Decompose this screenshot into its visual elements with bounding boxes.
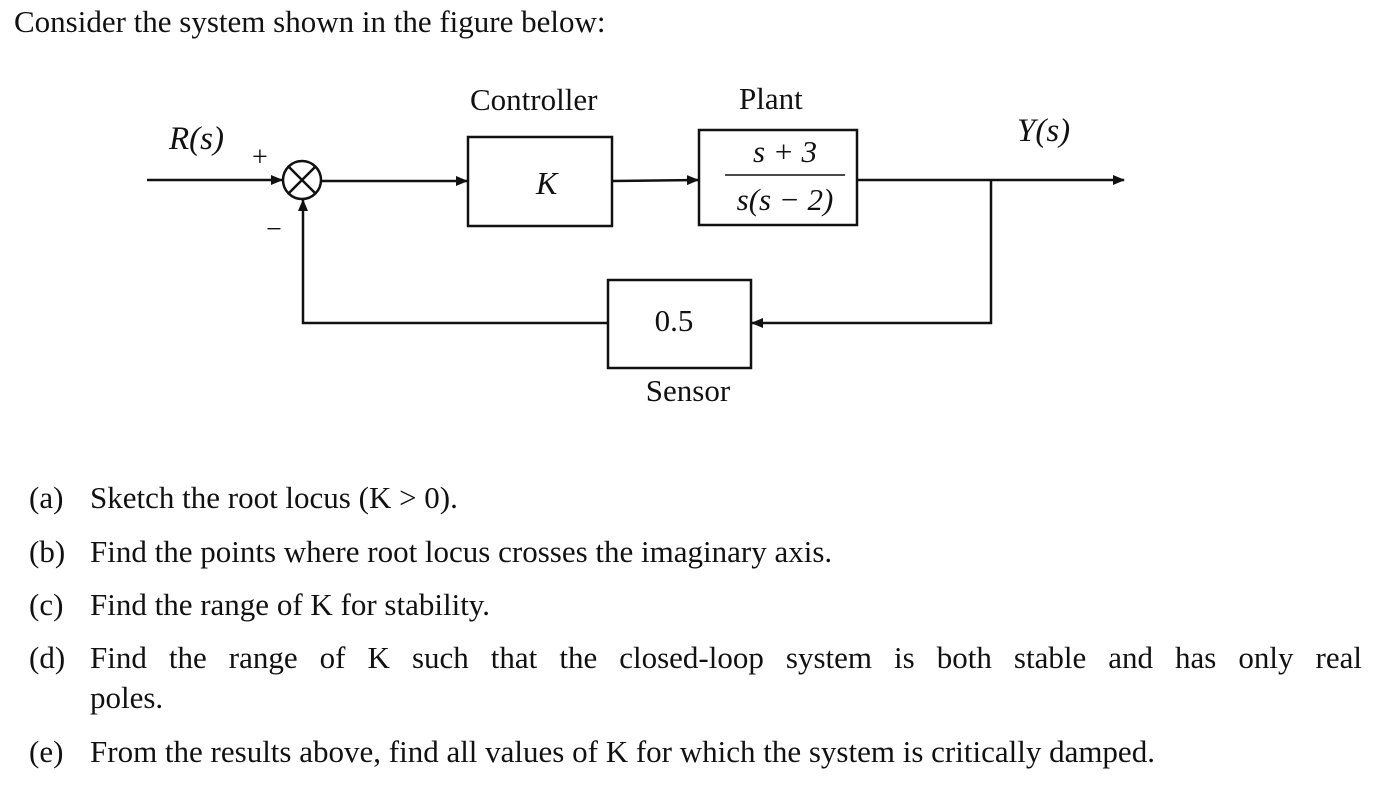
sensor-title: Sensor <box>645 373 731 408</box>
summing-junction <box>283 161 321 199</box>
input-label: R(s) <box>169 121 224 157</box>
question-text: Find the points where root locus crosses the imaginary axis. <box>90 534 833 569</box>
controller-title: Controller <box>470 82 598 117</box>
plus-sign: + <box>252 142 268 173</box>
plant-denominator: s(s − 2) <box>736 182 834 217</box>
question-text: Sketch the root locus (K > 0). <box>90 480 458 515</box>
question-label: (d) <box>29 640 66 675</box>
controller-gain: K <box>536 165 558 201</box>
question-text: From the results above, find all values of K for which the system is critically damped. <box>90 734 1155 769</box>
plant-title: Plant <box>739 81 803 116</box>
output-label: Y(s) <box>1017 113 1071 149</box>
plant-numerator: s + 3 <box>753 134 817 169</box>
question-text: Find the range of K for stability. <box>90 587 491 622</box>
question-text: Find the range of K such that the closed-loop system is both stable and has only real <box>90 640 1362 675</box>
sensor-gain: 0.5 <box>654 303 694 338</box>
question-label: (b) <box>29 534 66 569</box>
question-label: (c) <box>29 587 64 622</box>
intro-text: Consider the system shown in the figure below: <box>14 4 606 39</box>
minus-sign: − <box>266 214 282 245</box>
question-label: (e) <box>29 734 64 769</box>
question-text-continuation: poles. <box>90 680 164 715</box>
control-signal-line <box>612 180 698 181</box>
question-label: (a) <box>29 480 64 515</box>
